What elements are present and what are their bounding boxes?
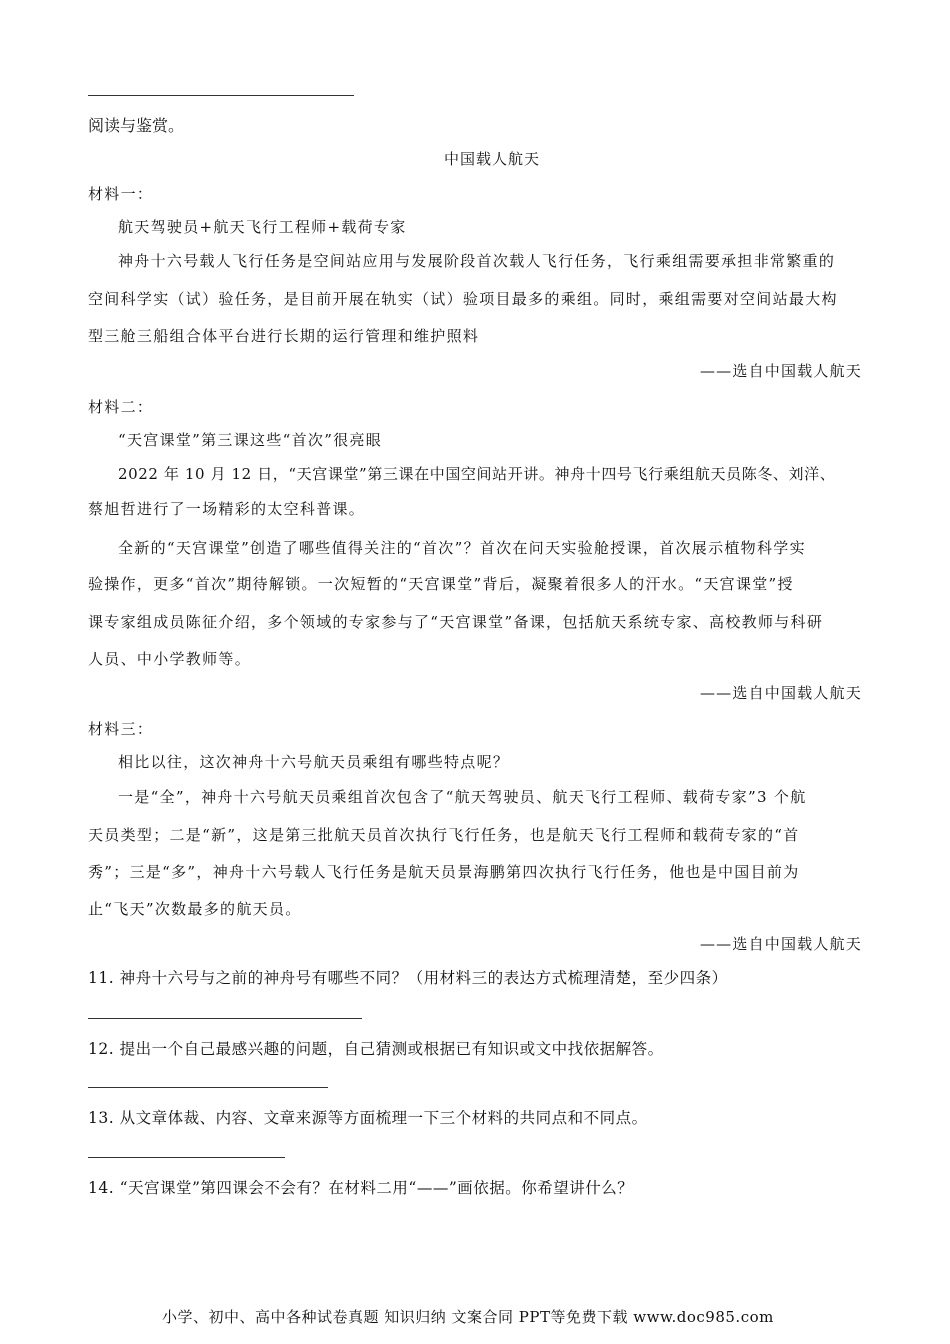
answer-line-top	[88, 95, 354, 96]
material2-line: 2022 年 10 月 12 日，“天宫课堂”第三课在中国空间站开讲。神舟十四号飞行乘组航天员陈冬、刘洋、	[118, 465, 836, 483]
article-title: 中国载人航天	[444, 150, 541, 168]
question-12: 12. 提出一个自己最感兴趣的问题，自己猜测或根据已有知识或文中找依据解答。	[88, 1040, 664, 1058]
material2-line: 验操作，更多“首次”期待解锁。一次短暂的“天宫课堂”背后，凝聚着很多人的汗水。“天宫课堂”授	[88, 575, 794, 593]
material2-headline: “天宫课堂”第三课这些“首次”很亮眼	[118, 431, 383, 449]
material2-line: 全新的“天宫课堂”创造了哪些值得关注的“首次”？首次在问天实验舱授课，首次展示植物科学实	[118, 539, 806, 557]
material3-line: 秀”；三是“多”，神舟十六号载人飞行任务是航天员景海鹏第四次执行飞行任务，他也是中国目前为	[88, 863, 800, 881]
material1-line: 空间科学实（试）验任务，是目前开展在轨实（试）验项目最多的乘组。同时，乘组需要对空间站最大构	[88, 290, 838, 308]
intro-text: 阅读与鉴赏。	[88, 116, 185, 135]
answer-line-11[interactable]	[88, 1018, 362, 1019]
material2-line: 课专家组成员陈征介绍，多个领域的专家参与了“天宫课堂”备课，包括航天系统专家、高校教师与科研	[88, 613, 824, 631]
material2-source: ——选自中国载人航天	[699, 684, 862, 702]
material1-label: 材料一：	[88, 185, 154, 203]
material3-line: 止“飞天”次数最多的航天员。	[88, 900, 302, 918]
material1-source: ——选自中国载人航天	[699, 362, 862, 380]
material1-line: 型三舱三船组合体平台进行长期的运行管理和维护照料	[88, 327, 480, 345]
answer-line-12[interactable]	[88, 1087, 328, 1088]
material3-label: 材料三：	[88, 720, 154, 738]
question-14: 14. “天宫课堂”第四课会不会有？在材料二用“——”画依据。你希望讲什么？	[88, 1179, 634, 1197]
page-footer: 小学、初中、高中各种试卷真题 知识归纳 文案合同 PPT等免费下载 www.doc985.com	[162, 1308, 774, 1326]
material3-source: ——选自中国载人航天	[699, 935, 862, 953]
material2-label: 材料二：	[88, 398, 154, 416]
material3-headline: 相比以往，这次神舟十六号航天员乘组有哪些特点呢？	[118, 753, 510, 771]
material2-line: 人员、中小学教师等。	[88, 650, 252, 668]
answer-line-13[interactable]	[88, 1157, 285, 1158]
material1-line: 神舟十六号载人飞行任务是空间站应用与发展阶段首次载人飞行任务，飞行乘组需要承担非常繁重的	[118, 252, 836, 270]
question-11: 11. 神舟十六号与之前的神舟号有哪些不同？（用材料三的表达方式梳理清楚，至少四条）	[88, 969, 728, 987]
material3-line: 一是“全”，神舟十六号航天员乘组首次包含了“航天驾驶员、航天飞行工程师、载荷专家”3 个航	[118, 788, 807, 806]
material2-line: 蔡旭哲进行了一场精彩的太空科普课。	[88, 500, 366, 518]
material3-line: 天员类型；二是“新”，这是第三批航天员首次执行飞行任务，也是航天飞行工程师和载荷专家的“首	[88, 826, 800, 844]
question-13: 13. 从文章体裁、内容、文章来源等方面梳理一下三个材料的共同点和不同点。	[88, 1109, 648, 1127]
material1-headline: 航天驾驶员+航天飞行工程师+载荷专家	[118, 218, 407, 236]
